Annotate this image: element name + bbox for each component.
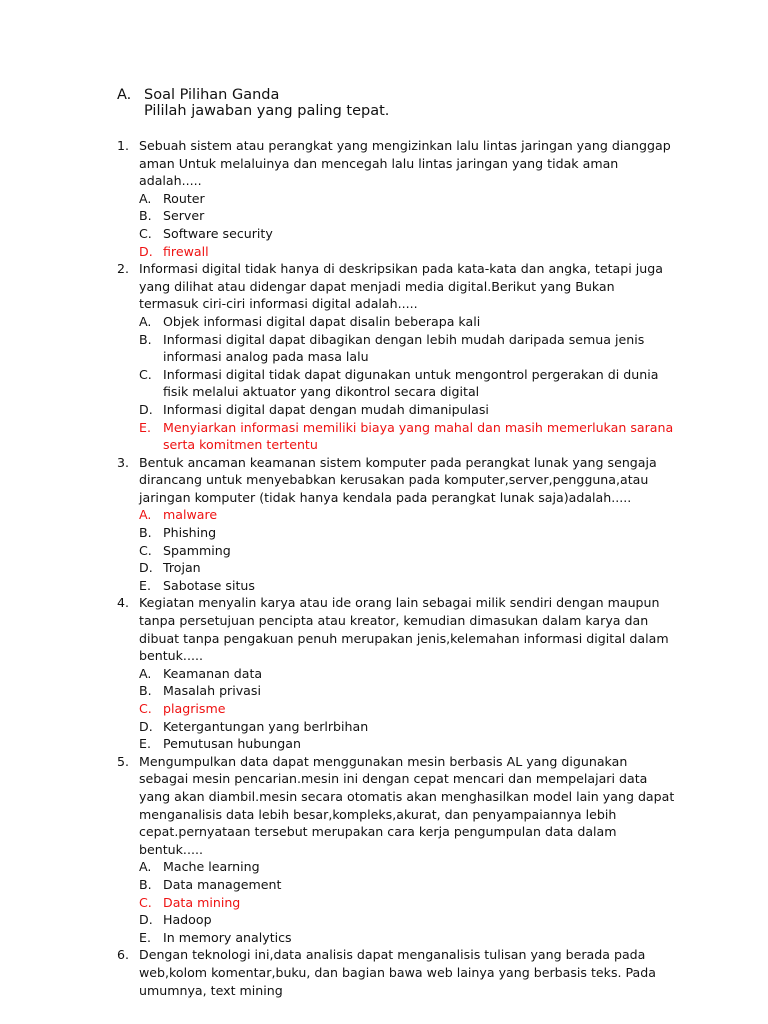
- question-number: 3.: [117, 454, 130, 470]
- answer-option: [139, 929, 677, 947]
- question-item: [117, 454, 677, 595]
- question-text: Dengan teknologi ini,data analisis dapat menganalisis tulisan yang berada pada web,kolom komentar,buku, dan bagian bawa web lainya yang berbasis teks. Pada umumnya, text mining: [139, 947, 656, 998]
- answer-option: [139, 542, 677, 560]
- section-instruction: Pililah jawaban yang paling tepat.: [144, 103, 390, 119]
- question-item: [117, 594, 677, 752]
- answer-option: [139, 559, 677, 577]
- answer-option: [139, 366, 677, 401]
- question-text: Mengumpulkan data dapat menggunakan mesin berbasis AL yang digunakan sebagai mesin pencarian.mesin ini dengan cepat mencari dan mempelajari data yang akan diambil.mesin secara otomatis akan menghasilkan model lain yang dapat menganalisis data lebih besar,kompleks,akurat, dan penyampaiannya lebih cepat.pernyataan tersebut merupakan cara kerja pengumpulan data dalam bentuk.....: [139, 753, 675, 857]
- option-text: Trojan: [163, 560, 201, 576]
- question-item: [117, 137, 677, 260]
- option-text: Pemutusan hubungan: [163, 736, 301, 752]
- option-letter: D.: [139, 560, 153, 576]
- option-text: Informasi digital dapat dengan mudah dimanipulasi: [163, 401, 489, 417]
- answer-option-correct: [139, 243, 677, 261]
- option-letter: A.: [139, 665, 152, 681]
- option-letter: C.: [139, 366, 152, 382]
- option-letter: D.: [139, 718, 153, 734]
- option-text: Mache learning: [163, 859, 260, 875]
- answer-option-correct: [139, 506, 677, 524]
- question-number: 1.: [117, 138, 130, 153]
- option-list: [139, 858, 677, 946]
- option-text: In memory analytics: [163, 929, 292, 945]
- option-text: Phishing: [163, 525, 217, 541]
- question-number: 4.: [117, 595, 130, 611]
- option-text: firewall: [163, 243, 209, 259]
- option-text: Ketergantungan yang berlrbihan: [163, 718, 369, 734]
- question-list: [117, 137, 677, 999]
- option-list: [139, 665, 677, 753]
- option-text: Informasi digital dapat dibagikan dengan lebih mudah daripada semua jenis informasi analog pada masa lalu: [163, 331, 645, 365]
- question-item: [117, 260, 677, 454]
- option-text: plagrisme: [163, 701, 226, 716]
- answer-option: [139, 876, 677, 894]
- answer-option: [139, 313, 677, 331]
- option-text: Objek informasi digital dapat disalin beberapa kali: [163, 313, 481, 329]
- option-list: [139, 506, 677, 594]
- question-number: 2.: [117, 261, 130, 277]
- option-letter: C.: [139, 894, 152, 910]
- section-letter: A.: [117, 87, 132, 103]
- option-letter: C.: [139, 542, 152, 558]
- option-text: Router: [163, 190, 205, 206]
- answer-option: [139, 331, 677, 366]
- answer-option: [139, 401, 677, 419]
- question-item: [117, 753, 677, 947]
- option-text: Server: [163, 208, 205, 224]
- option-letter: B.: [139, 876, 152, 892]
- option-text: malware: [163, 507, 218, 523]
- question-text: Sebuah sistem atau perangkat yang mengizinkan lalu lintas jaringan yang dianggap aman Untuk melaluinya dan mencegah lalu lintas jaringan yang tidak aman adalah.....: [139, 138, 671, 189]
- answer-option: [139, 190, 677, 208]
- option-list: [139, 313, 677, 454]
- answer-option: [139, 735, 677, 753]
- question-text: Informasi digital tidak hanya di deskripsikan pada kata-kata dan angka, tetapi juga yang dilihat atau didengar dapat menjadi media digital.Berikut yang Bukan termasuk ciri-ciri informasi digital adalah.....: [139, 261, 663, 312]
- option-text: Data management: [163, 876, 282, 892]
- option-letter: A.: [139, 507, 152, 523]
- answer-option: [139, 858, 677, 876]
- option-text: Hadoop: [163, 912, 212, 928]
- answer-option: [139, 577, 677, 595]
- option-letter: C.: [139, 701, 152, 716]
- answer-option: [139, 207, 677, 225]
- option-letter: D.: [139, 243, 153, 259]
- option-letter: A.: [139, 190, 152, 206]
- option-letter: B.: [139, 208, 152, 224]
- question-number: 6.: [117, 947, 130, 963]
- answer-option: [139, 911, 677, 929]
- option-letter: A.: [139, 859, 152, 875]
- section-title: Soal Pilihan Ganda: [144, 87, 280, 103]
- option-text: Sabotase situs: [163, 577, 255, 593]
- option-text: Data mining: [163, 894, 241, 910]
- option-letter: B.: [139, 683, 152, 699]
- question-text: Bentuk ancaman keamanan sistem komputer pada perangkat lunak yang sengaja dirancang untuk menyebabkan kerusakan pada komputer,server,pengguna,atau jaringan komputer (tidak hanya kendala pada perangkat lunak saja)adalah.....: [139, 454, 657, 505]
- answer-option-correct: [139, 700, 677, 718]
- option-list: [139, 190, 677, 260]
- option-text: Software security: [163, 225, 273, 241]
- option-letter: E.: [139, 419, 151, 435]
- option-letter: A.: [139, 313, 152, 329]
- option-text: Spamming: [163, 542, 231, 558]
- option-letter: B.: [139, 331, 152, 347]
- option-letter: E.: [139, 929, 151, 945]
- option-text: Keamanan data: [163, 665, 263, 681]
- option-text: Masalah privasi: [163, 683, 261, 699]
- answer-option: [139, 225, 677, 243]
- option-letter: D.: [139, 401, 153, 417]
- option-text: Informasi digital tidak dapat digunakan untuk mengontrol pergerakan di dunia fisik melalui aktuator yang dikontrol secara digital: [163, 366, 659, 400]
- answer-option: [139, 682, 677, 700]
- question-number: 5.: [117, 753, 130, 769]
- answer-option-correct: [139, 419, 677, 454]
- option-letter: B.: [139, 525, 152, 541]
- option-text: Menyiarkan informasi memiliki biaya yang mahal dan masih memerlukan sarana serta komitmen tertentu: [163, 419, 674, 453]
- option-letter: E.: [139, 736, 151, 752]
- answer-option: [139, 718, 677, 736]
- option-letter: C.: [139, 225, 152, 241]
- answer-option-correct: [139, 894, 677, 912]
- answer-option: [139, 665, 677, 683]
- question-text: Kegiatan menyalin karya atau ide orang lain sebagai milik sendiri dengan maupun tanpa persetujuan pencipta atau kreator, kemudian dimasukan dalam karya dan dibuat tanpa pengakuan penuh merupakan jenis,kelemahan informasi digital dalam bentuk.....: [139, 595, 669, 664]
- option-letter: D.: [139, 912, 153, 928]
- answer-option: [139, 524, 677, 542]
- question-item: [117, 946, 677, 999]
- option-letter: E.: [139, 577, 151, 593]
